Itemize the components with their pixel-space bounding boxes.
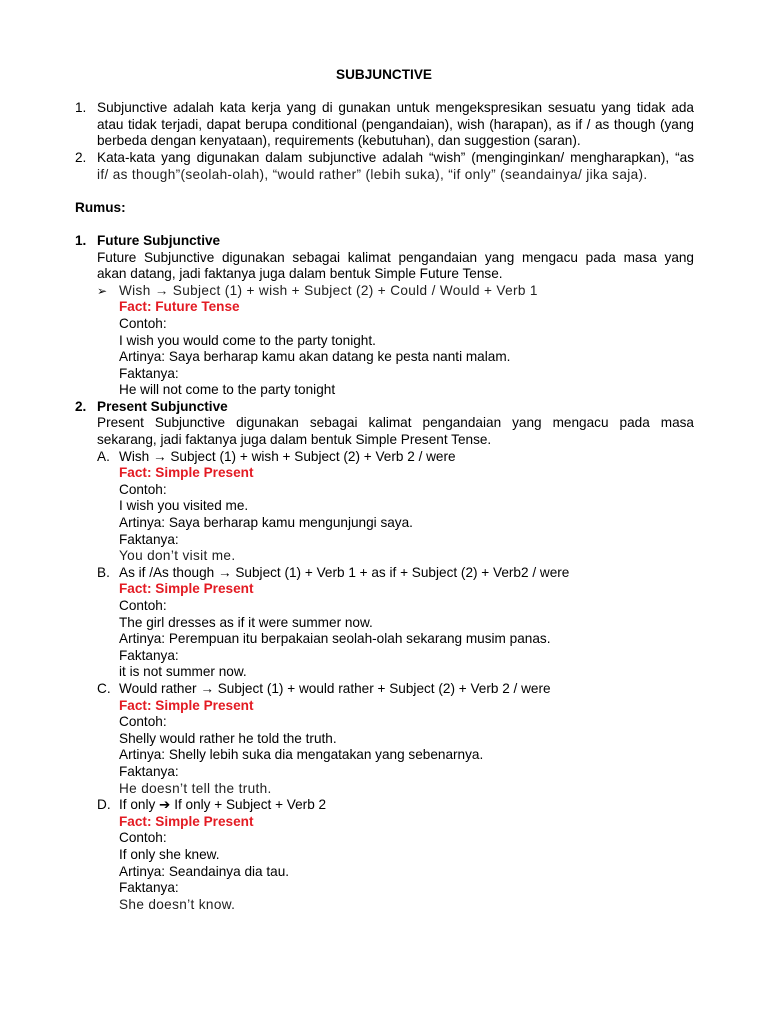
intro-line: berbeda dengan kenyataan), requirements (kebutuhan), dan suggestion (saran). <box>97 133 581 149</box>
fact-tense: Fact: Simple Present <box>119 813 254 829</box>
example-translation: Artinya: Saya berharap kamu mengunjungi saya. <box>119 515 413 531</box>
example-sentence: If only she knew. <box>119 846 220 862</box>
section-description: Present Subjunctive digunakan sebagai kalimat pengandaian yang mengacu pada masa <box>97 415 694 431</box>
example-label: Contoh: <box>119 315 167 331</box>
intro-number: 1. <box>75 100 87 116</box>
arrow-bullet-icon: ➢ <box>97 283 108 298</box>
section-number: 1. <box>75 232 87 248</box>
fact-tense: Fact: Simple Present <box>119 465 254 481</box>
pattern-formula <box>0 681 768 698</box>
example-label: Contoh: <box>119 481 167 497</box>
fact-statement: He doesn’t tell the truth. <box>119 780 272 796</box>
section-heading <box>0 233 768 250</box>
pattern-marker: A. <box>97 448 110 464</box>
section-description: sekarang, jadi faktanya juga dalam bentuk Simple Present Tense. <box>97 432 492 448</box>
formula-text: Wish → Subject (1) + wish + Subject (2) + Could / Would + Verb 1 <box>119 282 538 298</box>
example-label: Contoh: <box>119 714 167 730</box>
fact-tense: Fact: Simple Present <box>119 697 254 713</box>
section-description: akan datang, jadi faktanya juga dalam bentuk Simple Future Tense. <box>97 266 503 282</box>
fact-tense: Fact: Simple Present <box>119 581 254 597</box>
intro-line: Subjunctive adalah kata kerja yang di gunakan untuk mengekspresikan sesuatu yang tidak ada <box>97 100 694 116</box>
page-title: SUBJUNCTIVE <box>336 67 432 82</box>
example-label: Contoh: <box>119 598 167 613</box>
intro-line: if/ as though”(seolah-olah), “would rather” (lebih suka), “if only” (seandainya/ jika saja). <box>97 166 648 182</box>
section-title: Future Subjunctive <box>97 232 221 248</box>
example-sentence: The girl dresses as if it were summer now. <box>119 614 373 630</box>
intro-line: Kata-kata yang digunakan dalam subjunctive adalah “wish” (menginginkan/ mengharapkan), “as <box>97 149 694 165</box>
fact-label: Faktanya: <box>119 647 179 663</box>
example-label: Contoh: <box>119 830 167 846</box>
fact-statement: She doesn’t know. <box>119 896 236 912</box>
pattern-marker: B. <box>97 564 110 580</box>
pattern-formula <box>0 449 768 466</box>
formula-text: Would rather → Subject (1) + would rather + Subject (2) + Verb 2 / were <box>119 680 551 696</box>
fact-tense: Fact: Future Tense <box>119 299 240 315</box>
rumus-label: Rumus: <box>75 199 126 215</box>
intro-number: 2. <box>75 149 87 165</box>
section-description: Future Subjunctive digunakan sebagai kalimat pengandaian yang mengacu pada masa yang <box>97 249 694 265</box>
formula-text: If only ➔ If only + Subject + Verb 2 <box>119 797 327 813</box>
example-translation: Artinya: Saya berharap kamu akan datang ke pesta nanti malam. <box>119 349 511 365</box>
section-title: Present Subjunctive <box>97 398 228 414</box>
pattern-formula <box>0 565 768 582</box>
example-sentence: Shelly would rather he told the truth. <box>119 730 337 746</box>
section-heading <box>0 399 768 416</box>
pattern-formula <box>0 283 768 300</box>
intro-item <box>0 100 768 117</box>
pattern-marker: D. <box>97 797 111 813</box>
intro-line: atau tidak terjadi, dapat berupa conditional (pengandaian), wish (harapan), as if / as though (yang <box>97 116 694 132</box>
example-translation: Artinya: Shelly lebih suka dia mengatakan yang sebenarnya. <box>119 747 484 763</box>
fact-label: Faktanya: <box>119 365 179 381</box>
fact-statement: He will not come to the party tonight <box>119 382 336 398</box>
example-translation: Artinya: Perempuan itu berpakaian seolah-olah sekarang musim panas. <box>119 631 551 647</box>
pattern-marker: C. <box>97 680 111 696</box>
section-number: 2. <box>75 398 87 414</box>
fact-label: Faktanya: <box>119 763 179 779</box>
formula-text: Wish → Subject (1) + wish + Subject (2) + Verb 2 / were <box>119 448 456 464</box>
document-body <box>0 67 768 913</box>
fact-statement: it is not summer now. <box>119 664 247 680</box>
pattern-formula <box>0 797 768 814</box>
example-sentence: I wish you visited me. <box>119 498 249 514</box>
fact-label: Faktanya: <box>119 531 179 547</box>
example-sentence: I wish you would come to the party tonight. <box>119 332 376 348</box>
example-translation: Artinya: Seandainya dia tau. <box>119 863 290 879</box>
formula-text: As if /As though → Subject (1) + Verb 1 + as if + Subject (2) + Verb2 / were <box>119 564 570 580</box>
fact-statement: You don’t visit me. <box>119 548 236 564</box>
intro-item <box>0 150 768 167</box>
fact-label: Faktanya: <box>119 880 179 896</box>
